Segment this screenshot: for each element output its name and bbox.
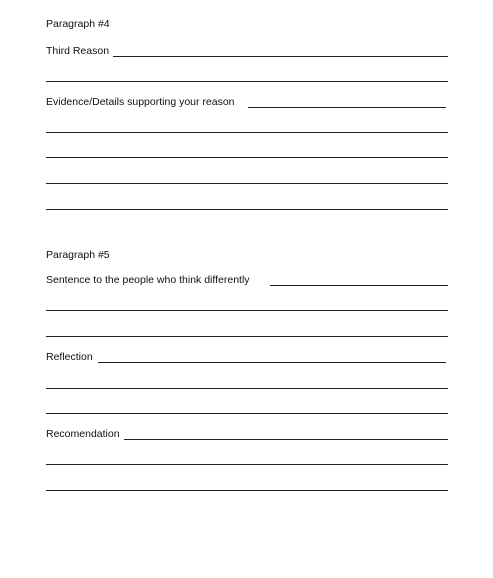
- reflection-answer-line[interactable]: [98, 362, 446, 363]
- evidence-label: Evidence/Details supporting your reason: [46, 96, 235, 108]
- recommendation-answer-line-2[interactable]: [46, 464, 448, 465]
- evidence-answer-line-3[interactable]: [46, 157, 448, 158]
- counter-argument-answer-line-2[interactable]: [46, 310, 448, 311]
- recommendation-label: Recomendation: [46, 428, 120, 440]
- reflection-answer-line-3[interactable]: [46, 413, 448, 414]
- reflection-label: Reflection: [46, 351, 93, 363]
- third-reason-label: Third Reason: [46, 45, 110, 57]
- counter-argument-label: Sentence to the people who think differently: [46, 274, 250, 286]
- recommendation-answer-line-3[interactable]: [46, 490, 448, 491]
- third-reason-answer-line[interactable]: [113, 56, 448, 57]
- third-reason-answer-line-2[interactable]: [46, 81, 448, 82]
- evidence-answer-line[interactable]: [248, 107, 446, 108]
- paragraph-4-heading: Paragraph #4: [46, 18, 110, 30]
- evidence-answer-line-5[interactable]: [46, 209, 448, 210]
- recommendation-answer-line[interactable]: [124, 439, 448, 440]
- counter-argument-answer-line-3[interactable]: [46, 336, 448, 337]
- counter-argument-answer-line[interactable]: [270, 285, 448, 286]
- paragraph-5-heading: Paragraph #5: [46, 249, 110, 261]
- evidence-answer-line-4[interactable]: [46, 183, 448, 184]
- evidence-answer-line-2[interactable]: [46, 132, 448, 133]
- reflection-answer-line-2[interactable]: [46, 388, 448, 389]
